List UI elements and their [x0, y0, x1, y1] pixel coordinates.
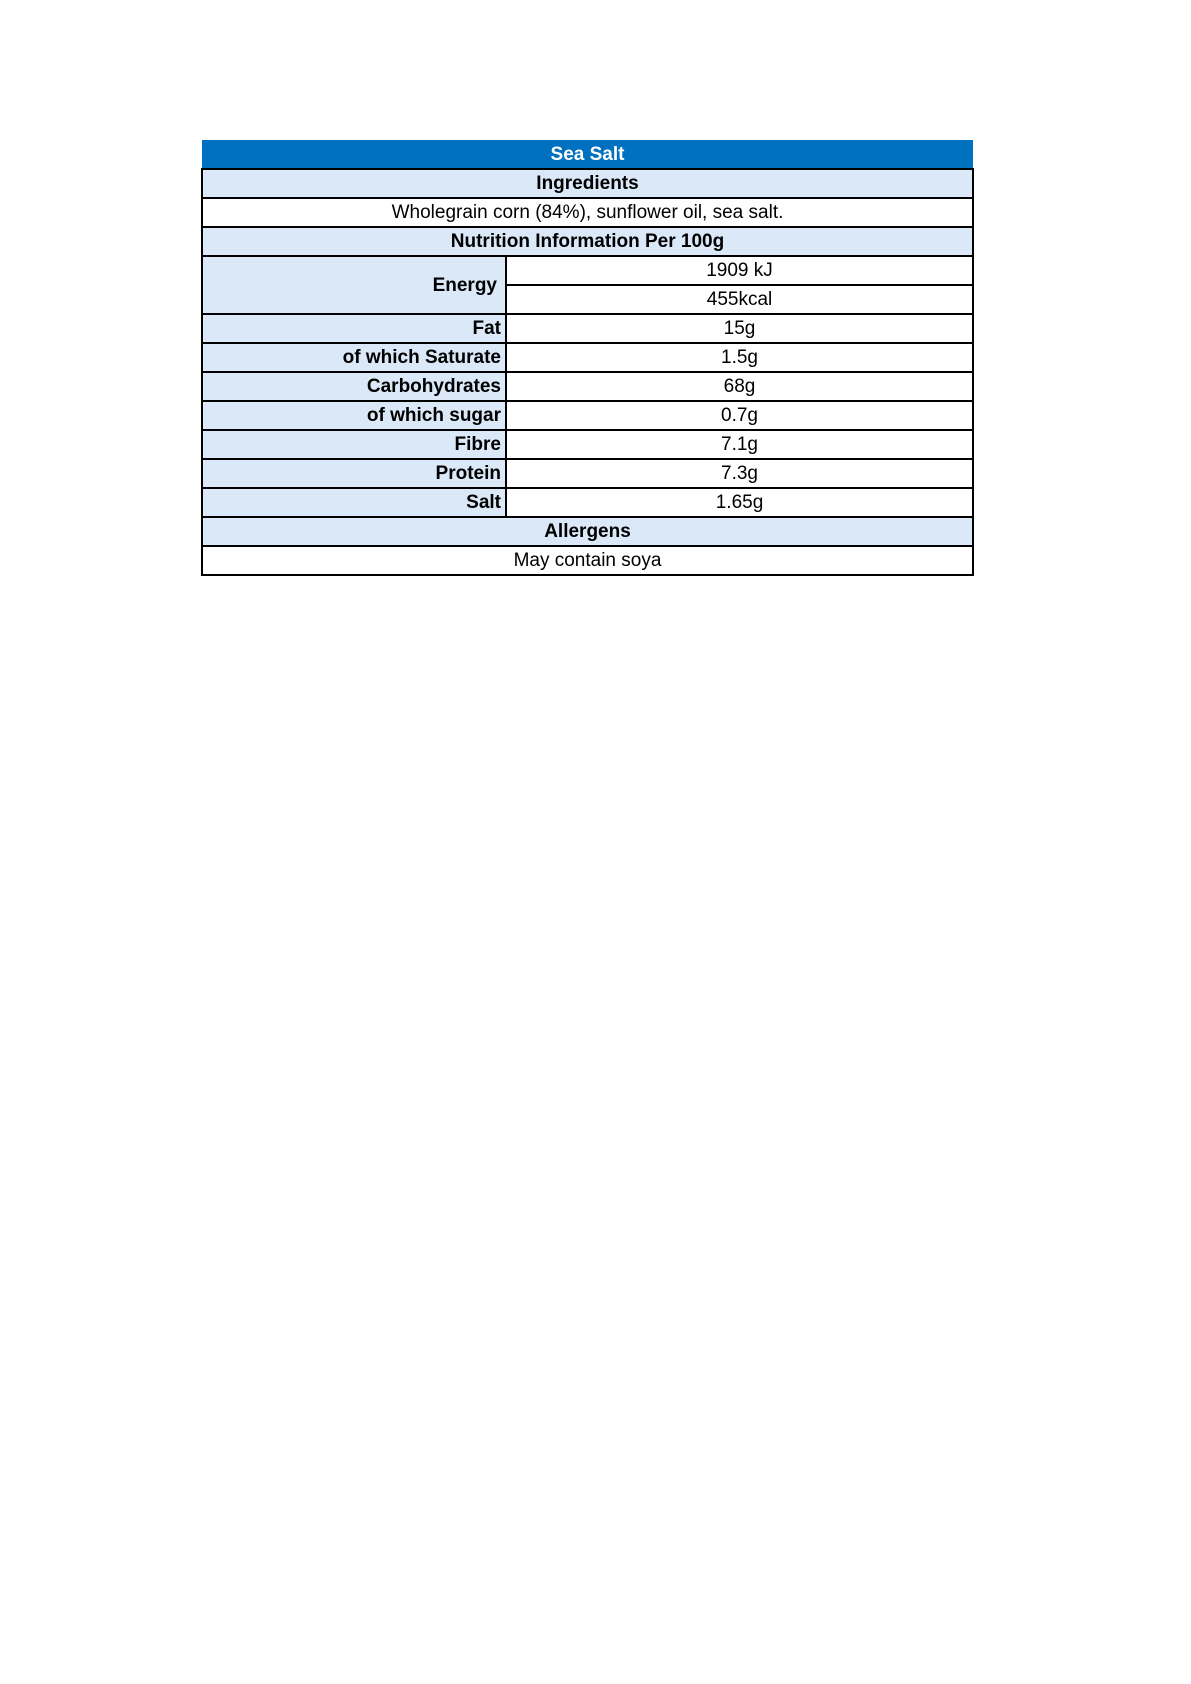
nutrient-value: 15g — [506, 314, 973, 343]
energy-kcal-value: 455kcal — [506, 285, 973, 314]
nutrition-sheet — [201, 140, 972, 576]
nutrition-header: Nutrition Information Per 100g — [202, 227, 973, 256]
nutrient-value: 0.7g — [506, 401, 973, 430]
nutrient-value: 7.1g — [506, 430, 973, 459]
nutrient-row — [202, 343, 973, 372]
energy-kj-value: 1909 kJ — [506, 256, 973, 285]
nutrient-row — [202, 459, 973, 488]
nutrient-label: Fibre — [202, 430, 506, 459]
nutrient-label: Protein — [202, 459, 506, 488]
nutrient-label: Carbohydrates — [202, 372, 506, 401]
nutrient-value: 68g — [506, 372, 973, 401]
nutrient-label: of which Saturate — [202, 343, 506, 372]
nutrient-row — [202, 430, 973, 459]
ingredients-header-row — [202, 169, 973, 198]
nutrient-row — [202, 372, 973, 401]
product-title: Sea Salt — [202, 140, 973, 169]
nutrition-table — [201, 140, 974, 576]
ingredients-text: Wholegrain corn (84%), sunflower oil, sea salt. — [202, 198, 973, 227]
allergens-header-row — [202, 517, 973, 546]
energy-label: Energy — [202, 256, 506, 314]
nutrient-label: of which sugar — [202, 401, 506, 430]
ingredients-header: Ingredients — [202, 169, 973, 198]
nutrient-value: 1.65g — [506, 488, 973, 517]
nutrient-label: Fat — [202, 314, 506, 343]
allergens-header: Allergens — [202, 517, 973, 546]
allergens-text: May contain soya — [202, 546, 973, 575]
nutrient-row — [202, 401, 973, 430]
nutrient-row — [202, 488, 973, 517]
nutrient-value: 1.5g — [506, 343, 973, 372]
nutrient-row — [202, 314, 973, 343]
energy-row-kj — [202, 256, 973, 285]
ingredients-row — [202, 198, 973, 227]
title-row — [202, 140, 973, 169]
nutrition-header-row — [202, 227, 973, 256]
nutrient-value: 7.3g — [506, 459, 973, 488]
allergens-row — [202, 546, 973, 575]
nutrient-label: Salt — [202, 488, 506, 517]
